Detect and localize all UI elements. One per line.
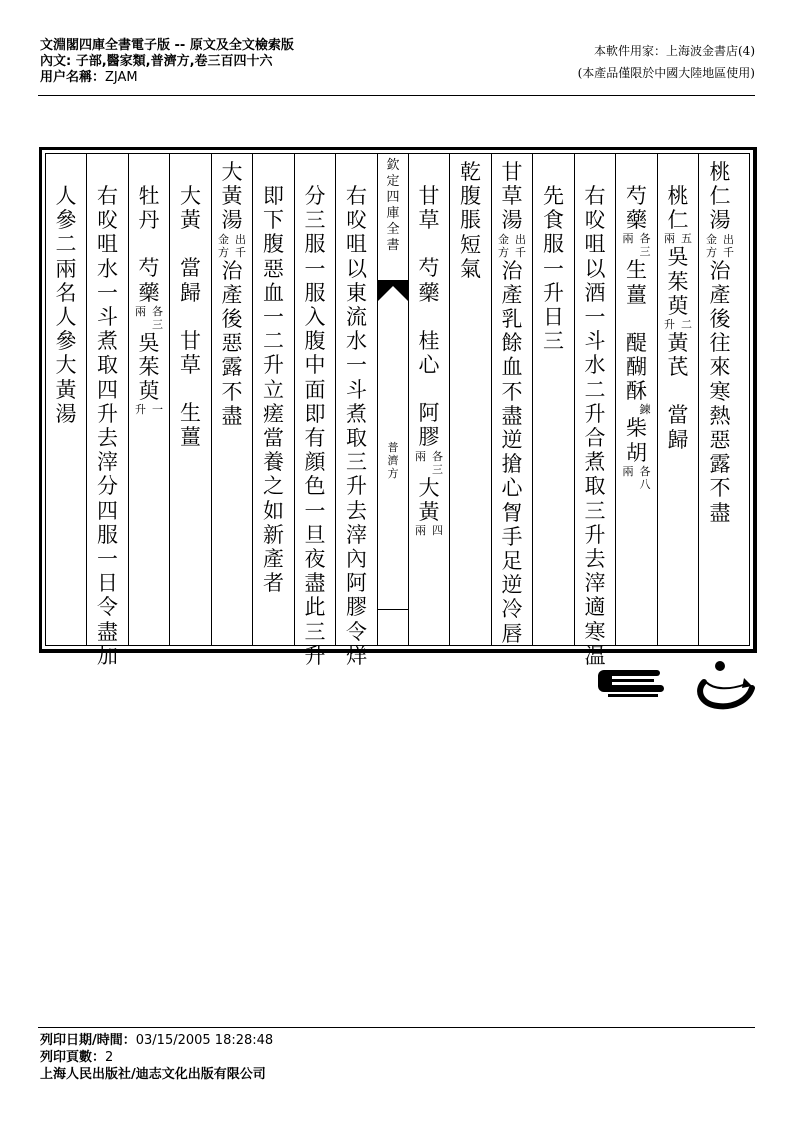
- glyph: 藥: [418, 280, 440, 305]
- glyph: 煮: [97, 329, 118, 354]
- glyph: 醐: [626, 355, 647, 380]
- glyph: 甘: [501, 160, 523, 184]
- glyph: 露: [221, 355, 243, 380]
- glyph: 入: [304, 305, 326, 330]
- glyph: 丹: [138, 208, 160, 233]
- glyph: 黃: [667, 331, 689, 356]
- glyph: 黃: [55, 377, 77, 402]
- glyph: 三: [543, 329, 564, 354]
- text-column: [129, 154, 170, 645]
- glyph: 三: [304, 619, 326, 644]
- glyph: 升: [346, 474, 367, 499]
- interlinear-note: 四 兩: [415, 524, 443, 538]
- glyph: 不: [221, 379, 243, 404]
- glyph: 產: [501, 282, 523, 307]
- glyph: 惡: [221, 331, 243, 356]
- glyph: 醍: [626, 330, 647, 355]
- glyph: 血: [263, 280, 284, 305]
- glyph: 水: [584, 353, 606, 378]
- glyph: 者: [263, 571, 284, 596]
- glyph: 烊: [346, 643, 367, 668]
- glyph: 升: [263, 353, 284, 378]
- glyph: 生: [626, 258, 647, 283]
- glyph: 盡: [97, 619, 118, 644]
- glyph: 四: [97, 377, 118, 402]
- glyph: 此: [304, 595, 326, 620]
- glyph: 搶: [501, 452, 523, 477]
- glyph: 滓: [584, 571, 606, 596]
- glyph: 斗: [97, 305, 118, 330]
- glyph: 胷: [501, 500, 523, 525]
- glyph: 胡: [626, 440, 647, 465]
- text-columns: [45, 153, 750, 668]
- glyph: 草: [180, 353, 201, 378]
- glyph: 之: [263, 474, 284, 499]
- glyph: 參: [55, 208, 77, 233]
- glyph: 甘: [418, 184, 440, 208]
- glyph: 分: [97, 474, 118, 499]
- glyph: 水: [346, 329, 367, 354]
- glyph: 盡: [709, 500, 731, 525]
- glyph: 產: [263, 547, 284, 572]
- glyph: 酥: [626, 379, 647, 404]
- glyph: 名: [55, 280, 77, 305]
- document-header: [40, 38, 294, 86]
- glyph: 膠: [418, 425, 440, 450]
- glyph: 手: [501, 524, 523, 549]
- text-column: [658, 154, 699, 645]
- publisher: 上海人民出版社/迪志文化出版有限公司: [40, 1067, 266, 1082]
- glyph: 餘: [501, 331, 523, 356]
- glyph: 適: [584, 595, 606, 620]
- glyph: 柴: [626, 416, 647, 441]
- glyph: 吳: [667, 245, 689, 270]
- glyph: 升: [304, 643, 326, 668]
- text-column: [212, 154, 253, 645]
- glyph: 咀: [346, 232, 367, 257]
- glyph: 足: [501, 549, 523, 574]
- glyph: 露: [709, 452, 731, 477]
- glyph: 後: [709, 307, 731, 332]
- gutter-lower-divider: [378, 609, 408, 610]
- glyph: 四: [97, 498, 118, 523]
- glyph: 腹: [263, 232, 284, 257]
- glyph: 乾: [460, 160, 481, 184]
- glyph: 一: [346, 353, 367, 378]
- glyph: 黃: [418, 499, 440, 524]
- glyph: 阿: [346, 571, 367, 596]
- fish-tail-divider: [378, 280, 408, 281]
- glyph: 短: [460, 232, 481, 257]
- glyph: 萸: [667, 293, 689, 318]
- glyph: 黃: [221, 184, 243, 209]
- glyph: 水: [97, 256, 118, 281]
- glyph: 大: [418, 475, 440, 500]
- glyph: 有: [304, 426, 326, 451]
- text-column: [451, 154, 492, 645]
- glyph: 薑: [626, 282, 647, 307]
- glyph: 先: [543, 184, 564, 208]
- header-title: 文淵閣四庫全書電子版 -- 原文及全文檢索版: [40, 38, 294, 53]
- glyph: 升: [543, 280, 564, 305]
- glyph: 萸: [138, 379, 160, 404]
- glyph: 寒: [584, 619, 606, 644]
- glyph: 阿: [418, 401, 440, 426]
- print-datetime-value: 03/15/2005 18:28:48: [135, 1033, 274, 1048]
- glyph: 吳: [138, 330, 160, 355]
- glyph: 即: [263, 184, 284, 208]
- text-column: [46, 154, 87, 645]
- glyph: 往: [709, 331, 731, 356]
- glyph: 以: [584, 256, 606, 281]
- text-column: [88, 154, 129, 668]
- glyph: 內: [346, 547, 367, 572]
- glyph: 治: [501, 258, 523, 283]
- text-column: [171, 154, 212, 645]
- glyph: 湯: [55, 401, 77, 426]
- glyph: 令: [97, 595, 118, 620]
- licensee-line: 本軟件用家：上海波金書店(4): [594, 44, 755, 58]
- glyph: 下: [263, 208, 284, 233]
- glyph: 去: [584, 547, 606, 572]
- glyph: 草: [418, 208, 440, 233]
- glyph: 三: [304, 208, 326, 233]
- glyph: 養: [263, 450, 284, 475]
- glyph: 熱: [709, 403, 731, 428]
- text-column: [337, 154, 378, 668]
- glyph: 一: [584, 305, 606, 330]
- glyph: 旦: [304, 522, 326, 547]
- print-pages-label: 列印頁數：: [40, 1050, 106, 1065]
- glyph: 桂: [418, 328, 440, 353]
- interlinear-note: 各 三 兩: [415, 449, 443, 476]
- center-gutter: [378, 154, 409, 645]
- glyph: 治: [709, 258, 731, 283]
- glyph: 寒: [709, 379, 731, 404]
- text-column: [254, 154, 295, 645]
- glyph: 藥: [138, 280, 160, 305]
- interlinear-note: 各 三 兩: [622, 232, 651, 259]
- glyph: 膠: [346, 595, 367, 620]
- print-datetime-row: [40, 1032, 273, 1049]
- glyph: 煮: [584, 450, 606, 475]
- glyph: 去: [346, 498, 367, 523]
- glyph: 右: [584, 184, 606, 208]
- glyph: 流: [346, 305, 367, 330]
- glyph: 三: [346, 450, 367, 475]
- glyph: 滓: [97, 450, 118, 475]
- glyph: 芪: [667, 355, 689, 380]
- glyph: 逆: [501, 428, 523, 453]
- glyph: 咀: [97, 232, 118, 257]
- glyph: 如: [263, 498, 284, 523]
- header-divider: [38, 95, 755, 96]
- glyph: 合: [584, 426, 606, 451]
- glyph: 温: [584, 643, 606, 668]
- glyph: 湯: [709, 208, 731, 233]
- glyph: 㕮: [346, 208, 367, 233]
- glyph: 色: [304, 474, 326, 499]
- glyph: 生: [180, 401, 201, 426]
- glyph: 服: [304, 232, 326, 257]
- glyph: 唇: [501, 621, 523, 646]
- interlinear-note: 二 升: [664, 318, 692, 332]
- glyph: 右: [346, 184, 367, 208]
- glyph: 黃: [180, 208, 201, 233]
- glyph: 東: [346, 280, 367, 305]
- glyph: 甘: [180, 328, 201, 353]
- glyph: 大: [221, 160, 243, 184]
- header-user-row: [40, 70, 294, 86]
- glyph: 二: [584, 377, 606, 402]
- glyph: 惡: [709, 428, 731, 453]
- glyph: 分: [304, 184, 326, 208]
- glyph: 產: [709, 282, 731, 307]
- glyph: 乳: [501, 307, 523, 332]
- glyph: 二: [263, 329, 284, 354]
- glyph: 取: [346, 426, 367, 451]
- glyph: 右: [97, 184, 118, 208]
- glyph: 當: [263, 426, 284, 451]
- glyph: 湯: [501, 208, 523, 233]
- glyph: 斗: [346, 377, 367, 402]
- glyph: 逆: [501, 573, 523, 598]
- page-frame: [39, 147, 757, 668]
- glyph: 㕮: [584, 208, 606, 233]
- glyph: 加: [97, 643, 118, 668]
- glyph: 大: [180, 184, 201, 208]
- glyph: 兩: [55, 256, 77, 281]
- glyph: 脹: [460, 208, 481, 233]
- glyph: 二: [55, 232, 77, 257]
- glyph: 芍: [418, 256, 440, 281]
- gutter-book-title: 普 濟 方: [387, 441, 399, 480]
- glyph: 升: [584, 522, 606, 547]
- license-header: [578, 40, 755, 84]
- glyph: 芍: [626, 184, 647, 208]
- glyph: 盡: [501, 403, 523, 428]
- glyph: 心: [501, 476, 523, 501]
- glyph: 當: [180, 256, 201, 281]
- glyph: 食: [543, 208, 564, 233]
- interlinear-note: 出 千 金 方: [218, 232, 246, 259]
- glyph: 產: [221, 282, 243, 307]
- glyph: 薑: [180, 425, 201, 450]
- glyph: 咀: [584, 232, 606, 257]
- glyph: 參: [55, 329, 77, 354]
- glyph: 氣: [460, 256, 481, 281]
- glyph: 升: [97, 401, 118, 426]
- glyph: 不: [501, 379, 523, 404]
- text-column: [534, 154, 575, 645]
- glyph: 酒: [584, 280, 606, 305]
- glyph: 一: [97, 280, 118, 305]
- glyph: 湯: [221, 208, 243, 233]
- glyph: 惡: [263, 256, 284, 281]
- glyph: 斗: [584, 329, 606, 354]
- glyph: 滓: [346, 522, 367, 547]
- glyph: 後: [221, 307, 243, 332]
- glyph: 大: [55, 353, 77, 378]
- glyph: 升: [584, 401, 606, 426]
- header-content-path: 內文: 子部,醫家類,普濟方,卷三百四十六: [40, 54, 273, 69]
- glyph: 取: [584, 474, 606, 499]
- glyph: 服: [304, 280, 326, 305]
- glyph: 人: [55, 184, 77, 208]
- glyph: 瘥: [263, 401, 284, 426]
- glyph: 立: [263, 377, 284, 402]
- gutter-title: 欽 定 四 庫 全 書: [386, 158, 400, 253]
- print-pages-value: 2: [105, 1050, 114, 1065]
- glyph: 一: [304, 498, 326, 523]
- glyph: 以: [346, 256, 367, 281]
- text-column: [492, 154, 533, 645]
- glyph: 取: [97, 353, 118, 378]
- glyph: 人: [55, 305, 77, 330]
- interlinear-note: 鍊: [639, 403, 651, 417]
- footer-divider: [38, 1027, 755, 1028]
- region-restriction-line: (本產品僅限於中國大陸地區使用): [577, 66, 755, 80]
- glyph: 日: [543, 305, 564, 330]
- glyph: 心: [418, 353, 440, 378]
- glyph: 腹: [460, 184, 481, 209]
- glyph: 腹: [304, 329, 326, 354]
- text-column: [575, 154, 616, 668]
- glyph: 㕮: [97, 208, 118, 233]
- glyph: 芍: [138, 256, 160, 281]
- print-datetime-label: 列印日期/時間：: [40, 1033, 136, 1048]
- glyph: 藥: [626, 208, 647, 233]
- fish-tail-mark-icon: [378, 281, 408, 301]
- interlinear-note: 出 千 金 方: [498, 232, 526, 259]
- glyph: 煮: [346, 401, 367, 426]
- glyph: 中: [304, 353, 326, 378]
- interlinear-note: 五 兩: [664, 232, 692, 246]
- glyph: 冷: [501, 597, 523, 622]
- glyph: 歸: [180, 280, 201, 305]
- interlinear-note: 各 八 兩: [622, 464, 651, 491]
- glyph: 即: [304, 401, 326, 426]
- user-value: ZJAM: [105, 70, 138, 85]
- text-column: [409, 154, 450, 645]
- glyph: 一: [543, 256, 564, 281]
- glyph: 面: [304, 377, 326, 402]
- glyph: 日: [97, 571, 118, 596]
- interlinear-note: 一 升: [135, 403, 163, 417]
- books-stack-logo-icon: [598, 660, 664, 700]
- glyph: 仁: [667, 208, 689, 233]
- glyph: 草: [501, 184, 523, 209]
- glyph: 仁: [709, 184, 731, 209]
- document-footer: [40, 1032, 273, 1083]
- glyph: 治: [221, 258, 243, 283]
- print-pages-row: [40, 1049, 273, 1066]
- glyph: 桃: [709, 160, 731, 184]
- interlinear-note: 出 千 金 方: [706, 232, 734, 259]
- glyph: 服: [543, 232, 564, 257]
- glyph: 令: [346, 619, 367, 644]
- glyph: 一: [97, 547, 118, 572]
- glyph: 一: [263, 305, 284, 330]
- text-column: [700, 154, 741, 645]
- interlinear-note: 各 三 兩: [135, 304, 163, 331]
- glyph: 不: [709, 476, 731, 501]
- glyph: 來: [709, 355, 731, 380]
- glyph: 茱: [667, 269, 689, 294]
- glyph: 新: [263, 522, 284, 547]
- glyph: 夜: [304, 547, 326, 572]
- glyph: 血: [501, 355, 523, 380]
- glyph: 一: [304, 256, 326, 281]
- text-column: [617, 154, 658, 645]
- glyph: 當: [667, 403, 689, 428]
- glyph: 牡: [138, 184, 160, 208]
- glyph: 顔: [304, 450, 326, 475]
- glyph: 桃: [667, 184, 689, 208]
- glyph: 去: [97, 426, 118, 451]
- glyph: 盡: [304, 571, 326, 596]
- glyph: 服: [97, 522, 118, 547]
- glyph: 盡: [221, 403, 243, 428]
- glyph: 歸: [667, 427, 689, 452]
- glyph: 茱: [138, 355, 160, 380]
- user-label: 用户名稱：: [40, 70, 106, 85]
- text-column: [295, 154, 336, 668]
- glyph: 三: [584, 498, 606, 523]
- swirl-seal-logo-icon: [690, 660, 756, 710]
